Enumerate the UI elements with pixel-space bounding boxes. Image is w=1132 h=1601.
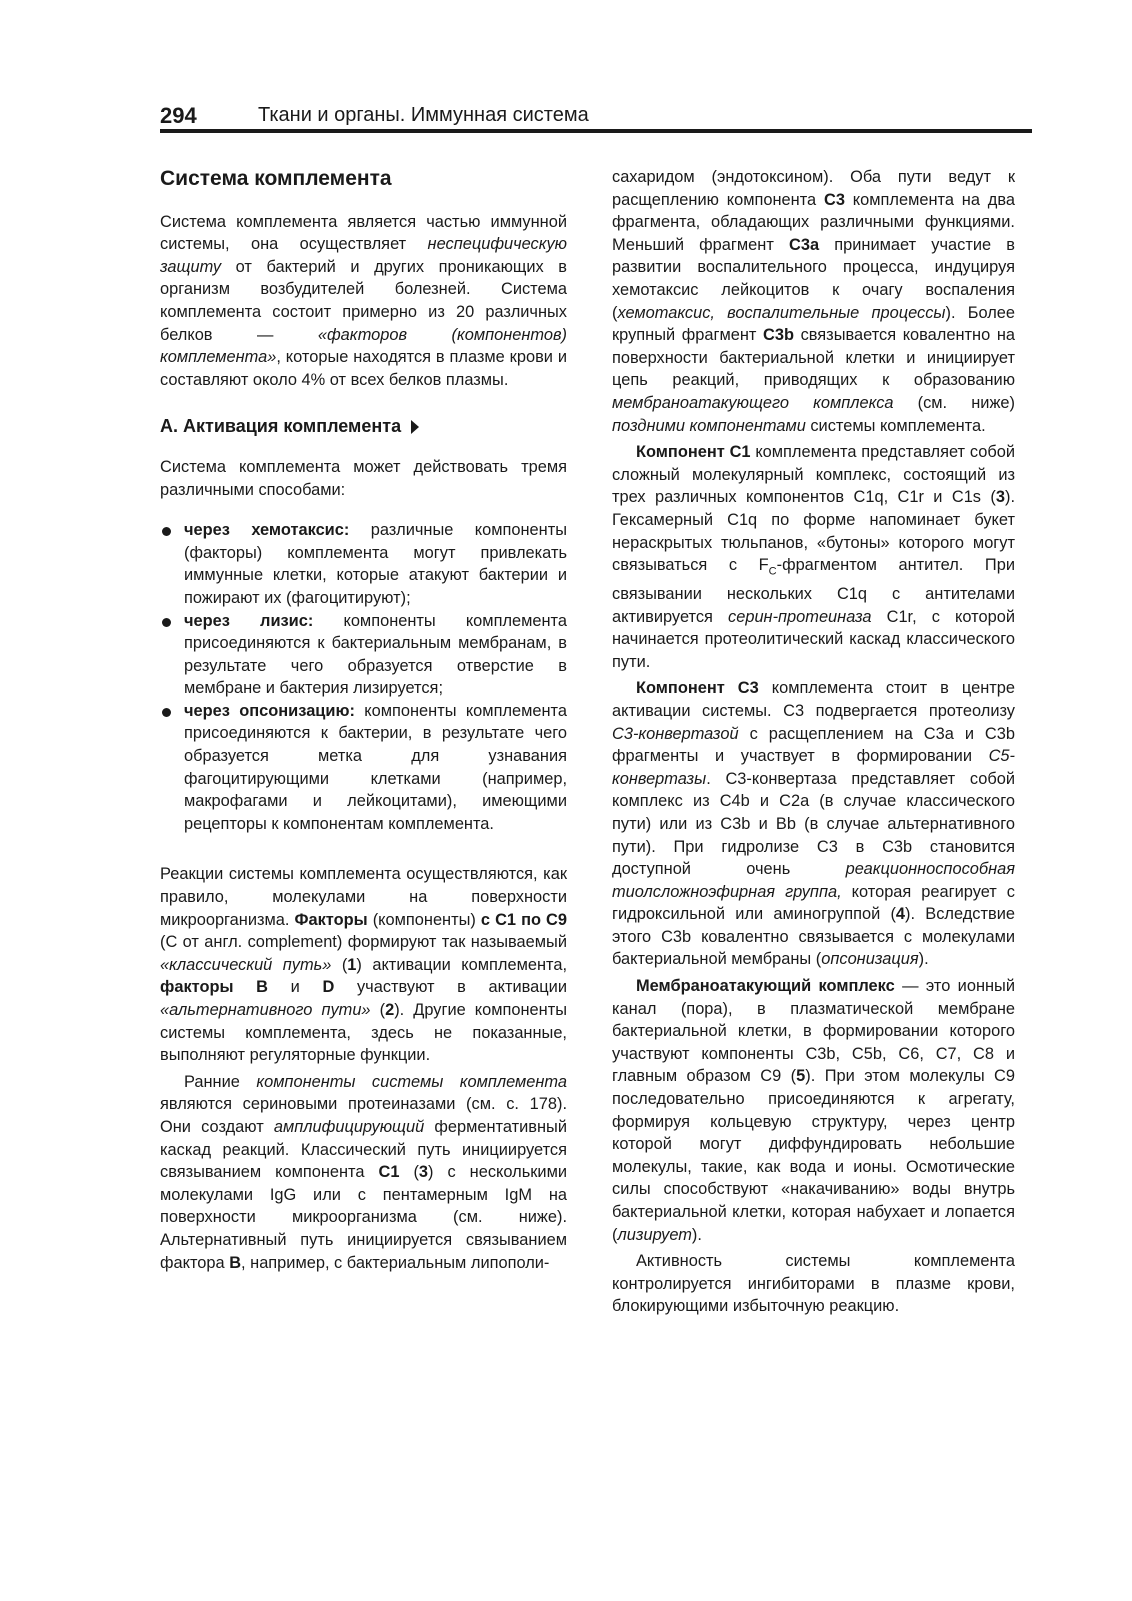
left-column [160, 160, 567, 1274]
page-number: 294 [160, 103, 197, 128]
c1-component-paragraph: Компонент С1 комплемента представляет собой сложный молекулярный комплекс, состоящий из трех различных компонентов С1q, С1r и С1s (3). Гексамерный С1q по форме напоминает букет нераскрытых тюльпанов, «бутоны» которого могут связываться с $F_C$-фрагментом антител. При связывании нескольких С1q с антителами активируется серин-протеиназа С1r, с которой начинается протеолитический каскад классического пути. [612, 443, 1016, 671]
mac-paragraph: Мембраноатакующий комплекс — это ионный канал (пора), в плазматической мембране бактериальной клетки, в формировании которого участвуют компоненты С3b, С5b, С6, С7, С8 и главным образом С9 (5). При этом молекулы С9 последовательно присоединяются к агрегату, формируя кольцевую структуру, через центр которой могут диффундировать небольшие молекулы, такие, как вода и ионы. Осмотические силы способствуют «накачиванию» воды внутрь бактериальной клетки, которая набухает и лопается (лизирует). [612, 977, 1015, 1244]
early-components-paragraph: Ранние компоненты системы комплемента являются сериновыми протеиназами (см. с. 178). Они создают амплифицирующий ферментативный каскад реакций. Классический путь инициируется связыванием компонента С1 (3) с несколькими молекулами IgG или с пентамерным IgM на поверхности микроорганизма (см. ниже). Альтернативный путь инициируется связыванием фактора В, например, с бактериальным липополи- [160, 1072, 567, 1272]
running-title: Ткани и органы. Иммунная система [258, 104, 589, 126]
activation-ways-list [160, 519, 567, 835]
c3-component-paragraph: Компонент С3 комплемента стоит в центре активации системы. С3 подвергается протеолизу С3-конвертазой с расщеплением на С3а и С3b фрагменты и участвует в формировании С5-конвертазы. С3-конвертаза представляет собой комплекс из С4b и С2а (в случае классического пути) или из С3b и Вb (в случае альтернативного пути). При гидролизе С3 в С3b становится доступной очень реакционноспособная тиолсложноэфирная группа, которая реагирует с гидроксильной или аминогруппой (4). Вследствие этого С3b ковалентно связывается с молекулами бактериальной мембраны (опсонизация). [612, 679, 1016, 969]
right-column [612, 166, 1015, 1318]
intro-paragraph: Система комплемента является частью иммунной системы, она осуществляет неспецифическую защиту от бактерий и других проникающих в организм возбудителей болезней. Система комплемента состоит примерно из 20 различных белков — «факторов (компонентов) комплемента», которые находятся в плазме крови и составляют около 4% от всех белков плазмы. [160, 212, 567, 389]
header-rule [160, 129, 1032, 133]
regulation-paragraph: Активность системы комплемента контролируется ингибиторами в плазме крови, блокирующими избыточную реакцию. [612, 1252, 1015, 1316]
section-title: Система комплемента [160, 167, 392, 190]
ways-intro: Система комплемента может действовать тремя различными способами: [160, 457, 567, 499]
reactions-paragraph: Реакции системы комплемента осуществляются, как правило, молекулами на поверхности микроорганизма. Факторы (компоненты) с С1 по С9 (С от англ. complement) формируют так называемый «классический путь» (1) активации комплемента, факторы В и D участвуют в активации «альтернативного пути» (2). Другие компоненты системы комплемента, здесь не показанные, выполняют регуляторные функции. [160, 865, 568, 1065]
list-item: через хемотаксис: различные компоненты (факторы) комплемента могут привлекать иммунные клетки, которые атакуют бактерии и пожирают их (фагоцитируют); [160, 519, 567, 609]
arrow-right-icon [411, 420, 419, 434]
subsection-title: А. Активация комплемента [160, 415, 567, 438]
list-item: через лизис: компоненты комплемента присоединяются к бактериальным мембранам, в результате чего образуется отверстие в мембране и бактерия лизируется; [160, 610, 567, 700]
list-item: через опсонизацию: компоненты комплемента присоединяются к бактерии, в результате чего образуется метка для узнавания фагоцитирующими клетками (например, макрофагами и лейкоцитами), имеющими рецепторы к компонентам комплемента. [160, 700, 567, 836]
c3-cleavage-paragraph: сахаридом (эндотоксином). Оба пути ведут к расщеплению компонента С3 комплемента на два фрагмента, обладающих различными функциями. Меньший фрагмент С3а принимает участие в развитии воспалительного процесса, индуцируя хемотаксис лейкоцитов к очагу воспаления (хемотаксис, воспалительные процессы). Более крупный фрагмент С3b связывается ковалентно на поверхности бактериальной клетки и инициирует цепь реакций, приводящих к образованию мембраноатакующего комплекса (см. ниже) поздними компонентами системы комплемента. [612, 168, 1016, 435]
